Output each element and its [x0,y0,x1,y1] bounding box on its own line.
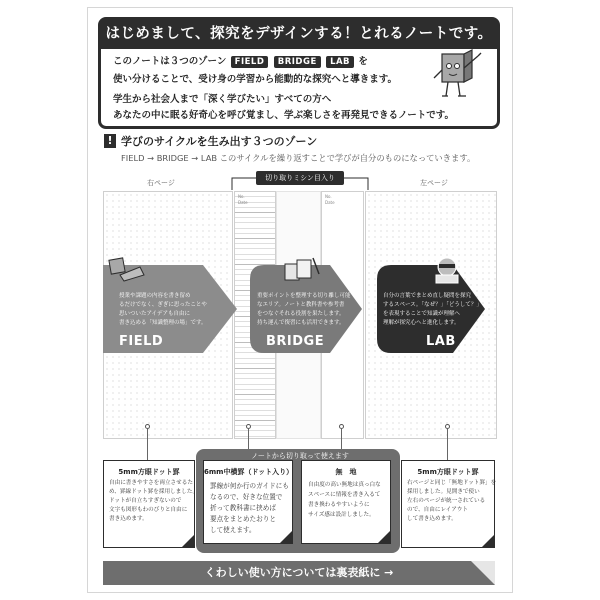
card-body-line: 書き込めます。 [109,516,148,522]
bridge-desc-3: をつなぐそれる役割を果たします。 [257,311,345,317]
back-cover-link-text[interactable]: くわしい使い方については裏表紙に → [204,566,394,579]
card-body-line: 採用しました。見開きで使い [407,489,480,495]
page-curl-icon [181,534,195,548]
exclamation-icon: ! [104,134,116,148]
card-body-line: め、罫線ドット罫を採用しました。 [109,489,199,495]
lab-thinker-icon [432,256,462,284]
intro-line-2: 使い分けることで、受け身の学習から能動的な探究へと導きます。 [113,74,398,85]
card-title: 無 地 [335,468,357,476]
page-curl-icon [279,530,293,544]
cutout-cards-label: ノートから切り取って使えます [251,452,349,460]
intro-line-1 [113,55,368,68]
intro-line-1-post: を [358,56,368,67]
zone-tag-bridge: BRIDGE [274,56,321,68]
back-cover-link-banner[interactable] [103,561,495,585]
card-body-line: 左右のページが統一されている [407,498,486,504]
field-desc-4: 書き込める「知識整理の場」です。 [119,320,207,326]
card-body-line: 自由に書きやすさを両立させるた [109,480,193,486]
field-desc-1: 授業や課題の内容を書き留め [119,293,191,299]
card-body-line: サイズ感は設計しました。 [308,512,375,518]
card-body-line: ドットが自立ちすぎないので [109,498,182,504]
card-body-line: 書き換わるやすいように [308,502,370,508]
zone-tag-field: FIELD [231,56,269,68]
bridge-zone-name: BRIDGE [266,334,325,349]
connector-line-1 [147,429,148,460]
lab-zone-name: LAB [426,334,456,349]
bridge-books-icon [283,254,323,284]
strip-date-label-2: Date [325,200,335,205]
bridge-desc-4: 持ち運んで復習にも活用できます。 [257,320,345,326]
zone-tag-lab: LAB [326,56,354,68]
bridge-desc-1: 重要ポイントを整理する切り離し可能 [257,293,351,299]
page-curl-icon [481,534,495,548]
intro-line-3: 学生から社会人まで「深く学びたい」すべての方へ [113,94,332,105]
card-body-line: なるので、好きな位置で [210,493,283,501]
section-title: 学びのサイクルを生み出す３つのゾーン [121,135,318,148]
lab-desc-4: 理解が探究心へと進化します。 [383,320,460,326]
paper-card-dot-grid-right [103,460,199,548]
card-body-line: 罫線が何か行のガイドにも [210,482,289,490]
card-body-line: して使えます。 [210,526,256,534]
card-body-line: して書き込めます。 [407,516,457,522]
strip-date-label-1: Date [238,200,248,205]
intro-line-1-pre: このノートは３つのゾーン [113,56,227,67]
card-body-line: 自由度の高い無地は真っ白な [308,482,381,488]
card-title: 5mm方眼ドット罫 [417,468,479,476]
card-body-line: 右ページと同じ「無地ドット罫」を [407,480,497,486]
cut-label: 切り取りミシン目入り [256,171,344,185]
strip-no-label-2: No. [325,194,332,199]
card-body-line: 要点をまとめたおりと [210,515,276,523]
bridge-desc-2: なエリア。ノートと教科書や参考書 [257,302,345,308]
field-desc-2: るだけでなく、ぎぎに思ったことや [119,302,207,308]
intro-title: はじめまして、探究をデザインする！とれるノートです。 [101,20,497,49]
page-curl-icon [377,530,391,544]
card-body-line: ので、自由にレイアウト [407,507,468,513]
right-page-label: 右ページ [147,179,175,187]
connector-line-4 [447,429,448,460]
card-body-line: 文字も図形もわのびりと自由に [109,507,188,513]
lab-desc-2: するスペース。「なぜ？」「どうして？」 [383,302,482,308]
lab-desc-1: 自分の言葉でまとめ直し疑問を探究 [383,293,472,299]
section-subtitle: FIELD → BRIDGE → LAB このサイクルを繰り返すことで学びが自分のものになっていきます。 [121,153,476,163]
paper-card-plain [301,460,391,544]
left-page-label: 左ページ [420,179,448,187]
paper-card-lined [203,460,293,544]
card-title: 6mm中横罫（ドット入り） [204,468,294,476]
field-desc-3: 思いついたアイデアも自由に [119,311,191,317]
card-title: 5mm方眼ドット罫 [118,468,180,476]
intro-line-4: あなたの中に眠る好奇心を呼び覚まし、学ぶ楽しさを再発見できるノートです。 [113,110,454,121]
card-body-line: スペースに情報を書き入るて [308,492,381,498]
paper-card-dot-grid-left [401,460,495,548]
field-mascot-icon [106,253,146,283]
page-curl-icon [471,561,495,585]
strip-no-label-1: No. [238,194,245,199]
notebook-mascot-icon [426,46,486,106]
field-zone-name: FIELD [119,334,164,349]
lab-desc-3: を表現することで知識が理解へ [383,311,461,317]
card-body-line: 折って教科書に挟めば [210,504,276,512]
